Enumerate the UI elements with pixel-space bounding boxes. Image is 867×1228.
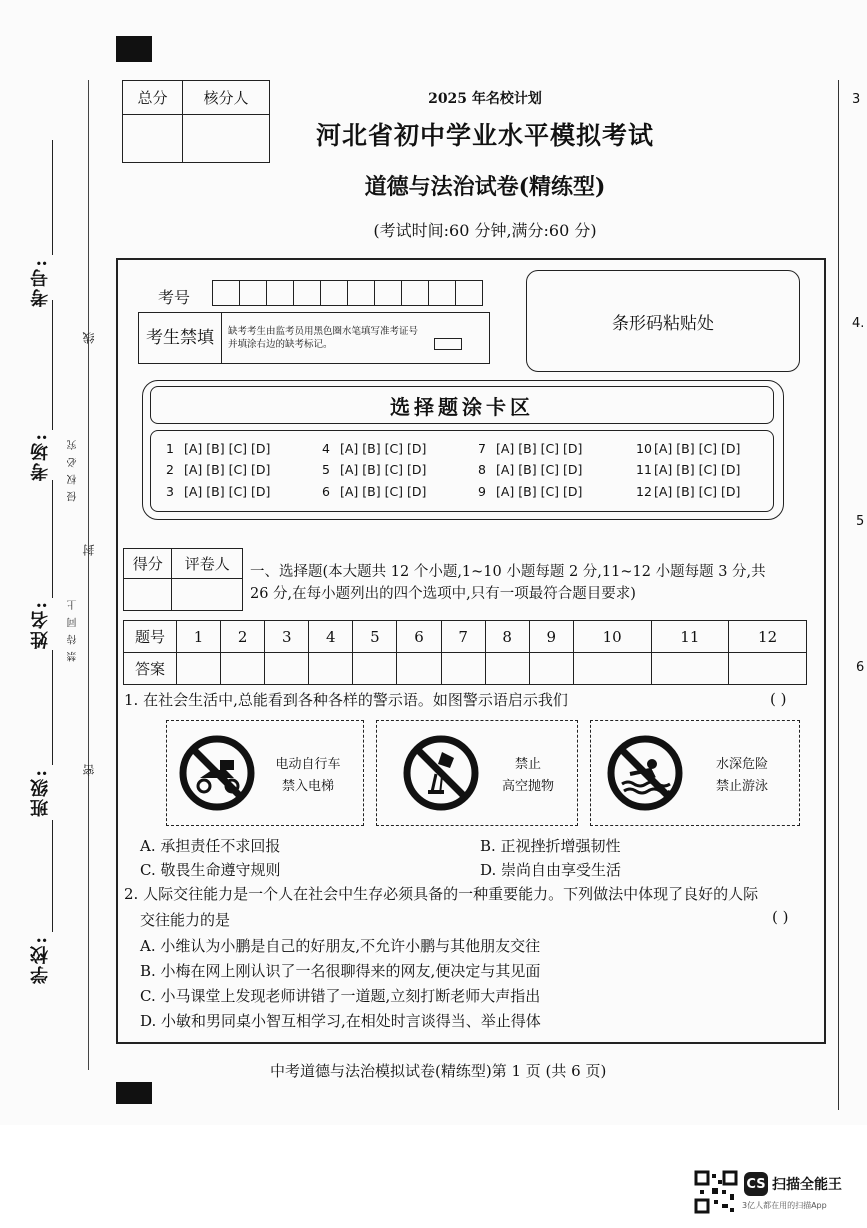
answer-table-answer-cell[interactable] (221, 653, 265, 685)
q2-option-c[interactable]: C. 小马课堂上发现老师讲错了一道题,立刻打断老师大声指出 (140, 987, 541, 1005)
answer-table-answer-cell[interactable] (573, 653, 651, 685)
q1-text: 1. 在社会生活中,总能看到各种各样的警示语。如图警示语启示我们 (124, 691, 568, 709)
side-number-label: 考号: (30, 258, 51, 307)
page-footer: 中考道德与法治模拟试卷(精练型)第 1 页 (共 6 页) (270, 1062, 607, 1080)
q1-option-c[interactable]: C. 敬畏生命遵守规则 (140, 861, 281, 879)
side-school-underline (52, 820, 53, 932)
next-page-number-6: 6 (856, 660, 865, 675)
answer-table (123, 620, 807, 685)
answer-table-answer-cell[interactable] (309, 653, 353, 685)
exam-info: (考试时间:60 分钟,满分:60 分) (373, 221, 597, 240)
exam-title: 河北省初中学业水平模拟考试 (315, 121, 654, 150)
answer-card-item[interactable]: 1 [A] [B] [C] [D] (166, 441, 271, 456)
side-school-label: 学校: (30, 935, 51, 984)
barcode-area: 条形码粘贴处 (526, 270, 800, 372)
q1-option-b[interactable]: B. 正视挫折增强韧性 (480, 837, 621, 855)
grader-table (123, 548, 243, 611)
answer-table-answer-label: 答案 (124, 653, 177, 685)
no-swimming-icon (606, 734, 684, 812)
answer-table-answer-cell[interactable] (729, 653, 807, 685)
section-heading-line1: 一、选择题(本大题共 12 个小题,1~10 小题每题 2 分,11~12 小题每题 3 分,共 (250, 564, 766, 580)
checker-cell[interactable] (182, 115, 269, 163)
ban-note: 缺考考生由监考员用黑色圈水笔填写准考证号并填涂右边的缺考标记。 (228, 326, 419, 350)
answer-table-question-number: 1 (177, 621, 221, 653)
side-name-underline (52, 480, 53, 598)
answer-table-question-number: 3 (265, 621, 309, 653)
no-ebike-icon (178, 734, 256, 812)
answer-table-question-number: 12 (729, 621, 807, 653)
ban-title: 考生禁填 (139, 313, 222, 363)
seal-mi: 密 (82, 762, 96, 776)
exam-subtitle: 2025 年名校计划 (428, 91, 542, 107)
absent-mark-box[interactable] (434, 338, 462, 350)
side-room-label: 考场: (30, 432, 51, 481)
answer-table-answer-cell[interactable] (485, 653, 529, 685)
answer-card-item[interactable]: 9 [A] [B] [C] [D] (478, 484, 583, 499)
answer-table-answer-cell[interactable] (529, 653, 573, 685)
answer-table-question-number: 10 (573, 621, 651, 653)
answer-card-item[interactable]: 2 [A] [B] [C] [D] (166, 462, 271, 477)
answer-table-answer-cell[interactable] (651, 653, 729, 685)
scanner-name: 扫描全能王 (772, 1177, 842, 1193)
answer-card-item[interactable]: 3 [A] [B] [C] [D] (166, 484, 271, 499)
right-edge-line (838, 80, 839, 1110)
registration-mark-top (116, 36, 152, 62)
answer-table-question-number: 2 (221, 621, 265, 653)
q2-option-a[interactable]: A. 小维认为小鹏是自己的好朋友,不允许小鹏与其他朋友交往 (140, 937, 541, 955)
answer-card-item[interactable]: 8 [A] [B] [C] [D] (478, 462, 583, 477)
answer-table-question-number: 9 (529, 621, 573, 653)
total-score-label: 总分 (123, 81, 183, 115)
answer-card-item[interactable]: 12 [A] [B] [C] [D] (636, 484, 741, 499)
q2-text-line1: 2. 人际交往能力是一个人在社会中生存必须具备的一种重要能力。下列做法中体现了良好的人际 (124, 885, 759, 903)
rights-note: 侵 权 必 究 (68, 438, 79, 502)
answer-card-item[interactable]: 10 [A] [B] [C] [D] (636, 441, 741, 456)
side-class-underline (52, 650, 53, 765)
q1-answer-bracket[interactable]: ( ) (770, 690, 787, 708)
answer-table-question-number: 6 (397, 621, 441, 653)
seal-feng: 封 (82, 542, 96, 556)
answer-card-item[interactable]: 11 [A] [B] [C] [D] (636, 462, 741, 477)
answer-card-item[interactable]: 5 [A] [B] [C] [D] (322, 462, 427, 477)
side-room-underline (52, 300, 53, 430)
grader-name-label: 评卷人 (172, 549, 243, 579)
kaohao-label: 考号 (158, 288, 191, 307)
grader-name-cell[interactable] (172, 579, 243, 611)
sign-swim-text: 水深危险 禁止游泳 (715, 757, 768, 794)
kaohao-boxes[interactable] (212, 280, 483, 306)
section-heading-line2: 26 分,在每小题列出的四个选项中,只有一项最符合题目要求) (250, 586, 636, 602)
sign-ebike-text: 电动自行车 禁入电梯 (275, 757, 341, 794)
subject-title: 道德与法治试卷(精练型) (364, 174, 606, 200)
checker-label: 核分人 (182, 81, 269, 115)
answer-card-item[interactable]: 4 [A] [B] [C] [D] (322, 441, 427, 456)
side-class-label: 班级: (30, 768, 51, 817)
answer-table-question-number: 5 (353, 621, 397, 653)
answer-table-question-number: 7 (441, 621, 485, 653)
q1-option-a[interactable]: A. 承担责任不求回报 (140, 837, 281, 855)
answer-card-title: 选择题涂卡区 (150, 386, 774, 424)
answer-table-answer-cell[interactable] (353, 653, 397, 685)
next-page-number-4: 4. (852, 316, 865, 331)
answer-table-question-label: 题号 (124, 621, 177, 653)
scanner-logo-badge: CS (744, 1172, 768, 1196)
no-throwing-icon (402, 734, 480, 812)
q2-option-d[interactable]: D. 小敏和男同桌小智互相学习,在相处时言谈得当、举止得体 (140, 1012, 541, 1030)
answer-table-question-number: 11 (651, 621, 729, 653)
answer-table-question-number: 4 (309, 621, 353, 653)
scanner-tagline: 3亿人都在用的扫描App (742, 1201, 827, 1210)
q2-text-line2: 交往能力的是 (140, 911, 231, 929)
grader-score-label: 得分 (124, 549, 172, 579)
answer-table-answer-cell[interactable] (265, 653, 309, 685)
seal-xian: 线 (82, 330, 96, 344)
q2-answer-bracket[interactable]: ( ) (772, 908, 789, 926)
sign-throw-text: 禁止 高空抛物 (501, 757, 554, 794)
grader-score-cell[interactable] (124, 579, 172, 611)
answer-table-answer-cell[interactable] (441, 653, 485, 685)
no-answer-note: 禁 待 同 上 (68, 598, 79, 662)
score-table (122, 80, 270, 163)
q2-option-b[interactable]: B. 小梅在网上刚认识了一名很聊得来的网友,便决定与其见面 (140, 962, 541, 980)
side-number-underline (52, 140, 53, 255)
answer-table-answer-cell[interactable] (397, 653, 441, 685)
q1-option-d[interactable]: D. 崇尚自由享受生活 (480, 861, 622, 879)
answer-table-answer-cell[interactable] (177, 653, 221, 685)
next-page-number-3: 3 (852, 92, 861, 107)
binding-line (88, 80, 89, 1070)
answer-card-item[interactable]: 6 [A] [B] [C] [D] (322, 484, 427, 499)
answer-card-item[interactable]: 7 [A] [B] [C] [D] (478, 441, 583, 456)
ban-fill-box (138, 312, 490, 364)
answer-table-question-number: 8 (485, 621, 529, 653)
qr-code-icon (694, 1170, 738, 1214)
side-name-label: 姓名: (30, 600, 51, 649)
next-page-number-5: 5 (856, 514, 865, 529)
registration-mark-bottom (116, 1082, 152, 1104)
total-score-cell[interactable] (123, 115, 183, 163)
